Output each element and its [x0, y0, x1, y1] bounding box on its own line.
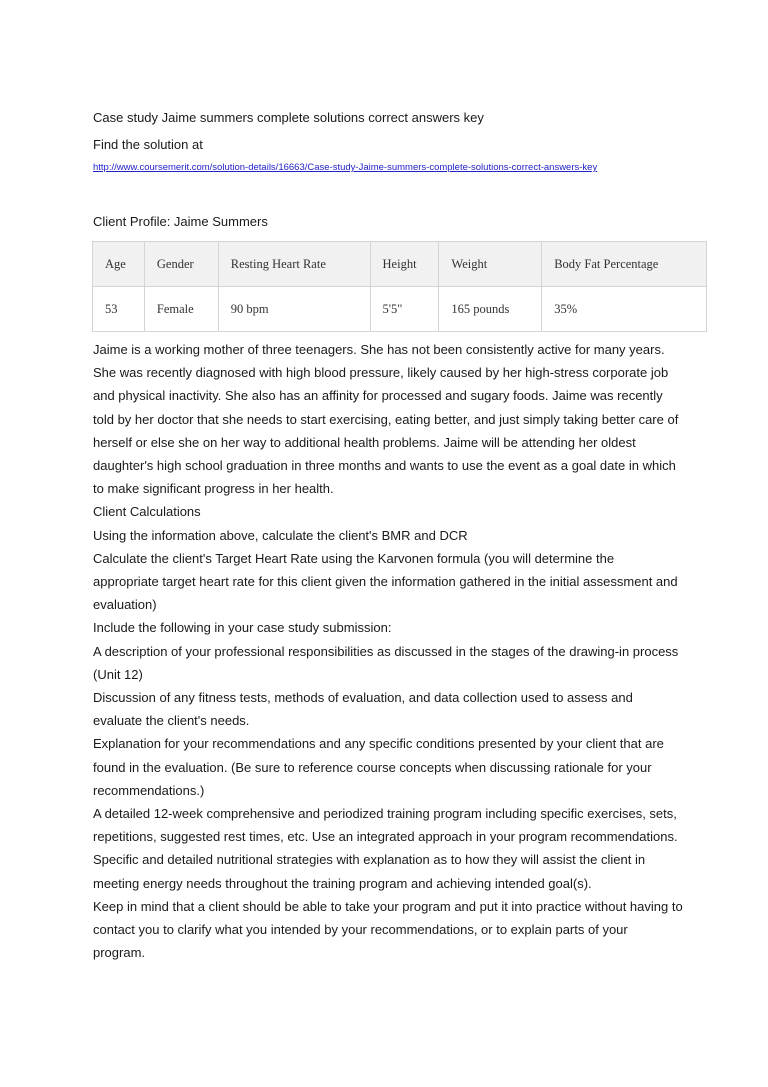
find-solution-label: Find the solution at	[93, 137, 203, 152]
table-header-cell: Age	[93, 242, 145, 287]
client-description-paragraph: Jaime is a working mother of three teenagers. She has not been consistently active for many years. She was recently diagnosed with high blood pressure, likely caused by her high-stress corporate job and physical inactivity. She also has an affinity for processed and sugary foods. Jaime was recently told by her doctor that she needs to start exercising, eating better, and just simply taking better care of herself or else she on her way to additional health problems. Jaime will be attending her oldest daughter's high school graduation in three months and wants to use the event as a goal date in which to make significant progress in her health.	[93, 342, 679, 497]
section-heading: Client Calculations	[93, 504, 201, 520]
instruction-paragraph: Using the information above, calculate the client's BMR and DCR	[93, 527, 468, 543]
table-header-cell: Resting Heart Rate	[218, 242, 370, 287]
requirement-item: A description of your professional responsibilities as discussed in the stages of the drawing-in process (Unit 12)	[93, 643, 679, 682]
case-study-body	[93, 338, 683, 964]
solution-link[interactable]: http://www.coursemerit.com/solution-details/16663/Case-study-Jaime-summers-complete-solutions-correct-answers-key	[93, 162, 598, 173]
table-cell-height: 5'5"	[370, 287, 439, 332]
table-cell-age: 53	[93, 287, 145, 332]
table-header-cell: Weight	[439, 242, 542, 287]
table-cell-body-fat: 35%	[542, 287, 707, 332]
client-profile-heading: Client Profile: Jaime Summers	[93, 214, 268, 229]
table-cell-resting-heart-rate: 90 bpm	[218, 287, 370, 332]
table-header-cell: Height	[370, 242, 439, 287]
requirement-item: Specific and detailed nutritional strategies with explanation as to how they will assist the client in meeting energy needs throughout the training program and achieving intended goal(s).	[93, 852, 646, 891]
instruction-paragraph: Calculate the client's Target Heart Rate using the Karvonen formula (you will determine the appropriate target heart rate for this client given the information gathered in the initial assessment and evaluation)	[93, 550, 678, 613]
table-header-cell: Body Fat Percentage	[542, 242, 707, 287]
table-cell-gender: Female	[144, 287, 218, 332]
requirement-item: Discussion of any fitness tests, methods of evaluation, and data collection used to assess and evaluate the client's needs.	[93, 690, 633, 729]
table-cell-weight: 165 pounds	[439, 287, 542, 332]
document-title: Case study Jaime summers complete solutions correct answers key	[93, 110, 484, 125]
client-profile-table	[92, 241, 707, 332]
table-header-row	[93, 242, 707, 287]
requirement-item: A detailed 12-week comprehensive and periodized training program including specific exercises, sets, repetitions, suggested rest times, etc. Use an integrated approach in your program recommendations.	[93, 806, 678, 845]
requirement-item: Explanation for your recommendations and any specific conditions presented by your client that are found in the evaluation. (Be sure to reference course concepts when discussing rationale for your recommendations.)	[93, 736, 664, 798]
table-row	[93, 287, 707, 332]
closing-paragraph: Keep in mind that a client should be able to take your program and put it into practice without having to contact you to clarify what you intended by your recommendations, or to explain parts of your program.	[93, 898, 683, 961]
instruction-paragraph: Include the following in your case study submission:	[93, 620, 392, 636]
table-header-cell: Gender	[144, 242, 218, 287]
